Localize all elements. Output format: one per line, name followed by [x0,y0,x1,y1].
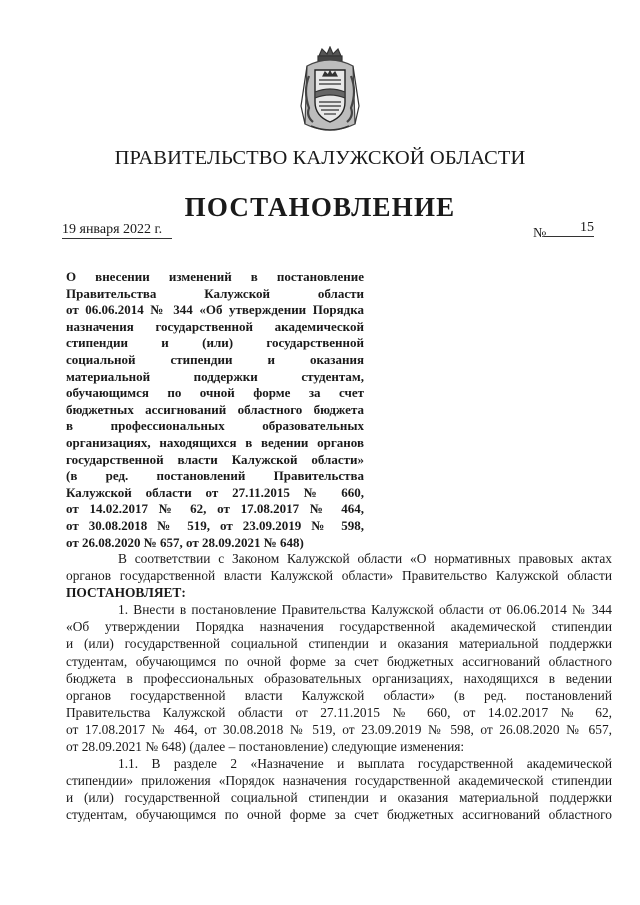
subject-line: Калужской области от 27.11.2015 № 660, [66,484,364,500]
coat-of-arms-icon [297,46,363,136]
subject-line: бюджетных ассигнований областного бюджета [66,401,364,417]
decree-word: ПОСТАНОВЛЯЕТ: [66,585,186,601]
government-title: ПРАВИТЕЛЬСТВО КАЛУЖСКОЙ ОБЛАСТИ [114,147,526,169]
item11-line: студентам, обучающимся по очной форме за счет бюджетных ассигнований областного [66,807,612,823]
document-kind: ПОСТАНОВЛЕНИЕ [184,192,456,222]
subject-line: (в ред. постановлений Правительства [66,468,364,484]
item1-line: от 28.09.2021 № 648) (далее – постановление) следующие изменения: [66,739,465,755]
item1-line: от 17.08.2017 № 464, от 30.08.2018 № 519, от 23.09.2019 № 598, от 26.08.2020 № 657, [66,721,612,737]
document-subject [66,269,364,551]
item11-line: и (или) государственной социальной стипендии и оказания материальной поддержки [66,790,612,806]
subject-line: от 14.02.2017 № 62, от 17.08.2017 № 464, [66,501,364,517]
item1-line: 1. Внести в постановление Правительства Калужской области от 06.06.2014 № 344 [118,602,612,618]
subject-line: от 26.08.2020 № 657, от 28.09.2021 № 648) [66,534,304,550]
subject-line: от 06.06.2014 № 344 «Об утверждении Порядка [66,302,364,318]
subject-line: в профессиональных образовательных [66,418,364,434]
number-sign: № [533,226,547,241]
document-date: 19 января 2022 г. [62,222,172,239]
subject-line: материальной поддержки студентам, [66,368,364,384]
item1-line: «Об утверждении Порядка назначения государственной академической стипендии [66,619,612,635]
subject-line: назначения государственной академической [66,318,364,334]
subject-line: О внесении изменений в постановление [66,269,364,284]
document-number: 15 [544,220,594,237]
preamble-line: органов государственной власти Калужской области» Правительство Калужской области [66,568,612,584]
subject-line: организациях, находящихся в ведении органов [66,434,364,450]
item1-line: студентам, обучающимся по очной форме за счет бюджетных ассигнований областного [66,653,612,669]
item11-line: стипендии» приложения «Порядок назначения государственной академической стипендии [66,773,612,789]
subject-line: от 30.08.2018 № 519, от 23.09.2019 № 598, [66,517,364,533]
subject-line: обучающимся по очной форме за счет [66,385,364,401]
subject-line: Правительства Калужской области [66,285,364,301]
item1-line: и (или) государственной социальной стипендии и оказания материальной поддержки [66,636,612,652]
item1-line: органов государственной власти Калужской области» (в ред. постановлений [66,687,612,703]
subject-line: государственной власти Калужской области» [66,451,364,467]
document-body [66,550,612,824]
item1-line: бюджета в профессиональных образовательных организациях, находящихся в ведении [66,670,612,686]
preamble-line: В соответствии с Законом Калужской области «О нормативных правовых актах [118,551,612,566]
item1-line: Правительства Калужской области от 27.11.2015 № 660, от 14.02.2017 № 62, [66,704,612,720]
item11-line: 1.1. В разделе 2 «Назначение и выплата государственной академической [118,756,612,772]
subject-line: социальной стипендии и оказания [66,351,364,367]
subject-line: стипендии и (или) государственной [66,335,364,351]
